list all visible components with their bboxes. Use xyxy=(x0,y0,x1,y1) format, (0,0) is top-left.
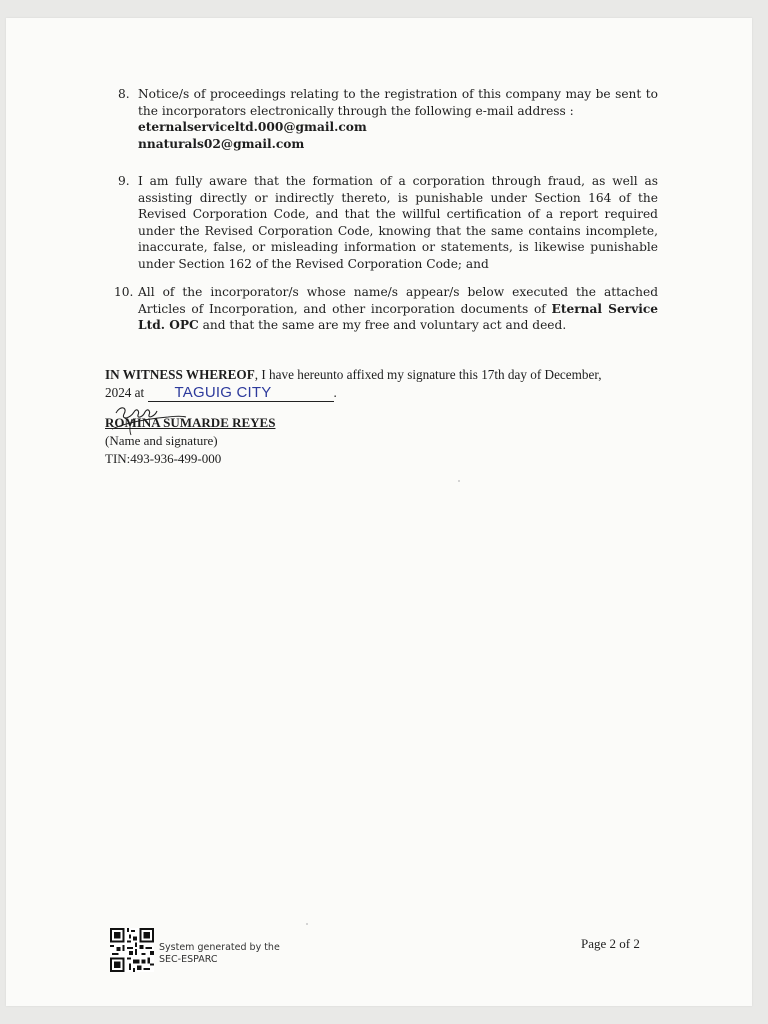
scan-speck xyxy=(306,923,308,925)
witness-end: . xyxy=(333,385,337,400)
item-number: 9. xyxy=(118,174,130,188)
signer-tin: TIN:493-936-499-000 xyxy=(105,451,222,466)
witness-lead: IN WITNESS WHEREOF xyxy=(105,367,255,382)
company-name: Eternal Service Ltd. OPC xyxy=(138,301,658,332)
email-address: eternalserviceltd.000@gmail.com xyxy=(138,120,367,134)
list-item-8 xyxy=(118,86,658,152)
qr-code-icon xyxy=(110,928,154,972)
scan-speck xyxy=(458,480,460,482)
item-text: All of the incorporator/s whose name/s appear/s below executed the attached Articles of Incorporation, and other incorporation documents of xyxy=(138,285,658,316)
email-address: nnaturals02@gmail.com xyxy=(138,136,305,151)
place-handwritten: TAGUIG CITY xyxy=(174,384,272,401)
signer-block xyxy=(105,414,275,468)
system-generated-note xyxy=(159,942,280,966)
page-number: Page 2 of 2 xyxy=(581,936,640,951)
item-number: 8. xyxy=(118,87,130,101)
footer-note-line: System generated by the xyxy=(159,942,280,953)
place-field xyxy=(148,386,334,402)
list-item-10 xyxy=(114,284,658,334)
item-text: and that the same are my free and voluntary act and deed. xyxy=(198,318,567,332)
item-text: I am fully aware that the formation of a corporation through fraud, as well as assisting directly or indirectly thereto, is punishable under Section 164 of the Revised Corporation Code, and that the willful certification of a report required under the Revised Corporation Code, knowing that the same contains incomplete, inaccurate, false, or misleading information or statements, is likewise punishable under Section 162 of the Revised Corporation Code; and xyxy=(138,174,658,271)
document-page xyxy=(6,18,752,1006)
footer-note-line: SEC-ESPARC xyxy=(159,954,218,965)
item-number: 10. xyxy=(114,285,134,299)
witness-clause xyxy=(105,366,625,402)
signer-caption: (Name and signature) xyxy=(105,433,218,448)
witness-text: , I have hereunto affixed my signature this 17th day of December, 2024 at xyxy=(105,367,602,400)
signer-name: ROMINA SUMARDE REYES xyxy=(105,415,276,430)
list-item-9 xyxy=(118,173,658,272)
item-text: Notice/s of proceedings relating to the registration of this company may be sent to the incorporators electronically through the following e-mail address : xyxy=(138,87,658,118)
